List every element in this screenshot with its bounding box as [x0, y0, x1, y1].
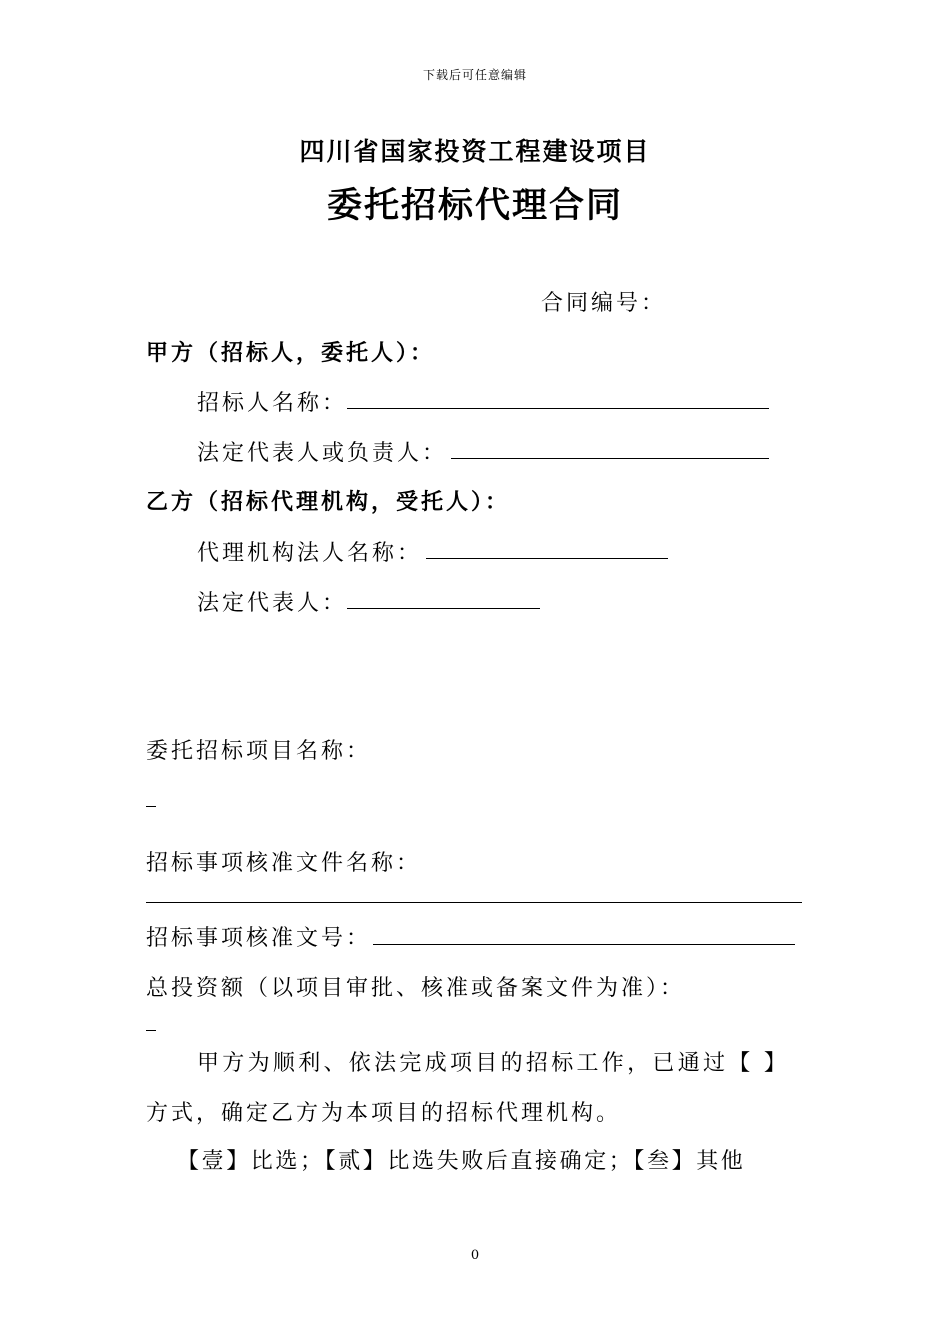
party-b-rep-label: 法定代表人： — [197, 591, 348, 616]
paragraph-1-line-1: 甲方为顺利、依法完成项目的招标工作，已通过【 】 — [197, 1051, 790, 1076]
party-b-name-label: 代理机构法人名称： — [197, 541, 423, 566]
party-a-name-label: 招标人名称： — [197, 391, 348, 416]
approval-doc-no-blank — [373, 944, 795, 945]
total-investment-blank — [146, 1030, 156, 1031]
party-a-name-blank — [347, 408, 769, 409]
party-b-rep-blank — [347, 608, 540, 609]
total-investment-label: 总投资额（以项目审批、核准或备案文件为准）： — [146, 976, 686, 1001]
project-name-blank — [146, 806, 156, 807]
paragraph-1-line-2: 方式，确定乙方为本项目的招标代理机构。 — [146, 1101, 622, 1126]
project-name-label: 委托招标项目名称： — [146, 739, 372, 764]
party-a-rep-blank — [451, 458, 769, 459]
title-line-1: 四川省国家投资工程建设项目 — [299, 137, 651, 166]
party-a-heading: 甲方（招标人，委托人）： — [146, 340, 436, 366]
party-a-rep-label: 法定代表人或负责人： — [197, 441, 448, 466]
party-b-heading: 乙方（招标代理机构，受托人）： — [146, 489, 511, 515]
approval-doc-name-blank — [146, 902, 802, 903]
party-b-name-blank — [426, 558, 668, 559]
selection-options: 【壹】比选；【贰】比选失败后直接确定；【叁】其他 — [177, 1149, 746, 1174]
title-line-2: 委托招标代理合同 — [326, 185, 623, 226]
contract-number-label: 合同编号： — [541, 291, 667, 316]
approval-doc-no-label: 招标事项核准文号： — [146, 926, 372, 951]
approval-doc-name-label: 招标事项核准文件名称： — [146, 851, 422, 876]
page-number: 0 — [470, 1248, 480, 1263]
header-note: 下载后可任意编辑 — [422, 68, 527, 82]
